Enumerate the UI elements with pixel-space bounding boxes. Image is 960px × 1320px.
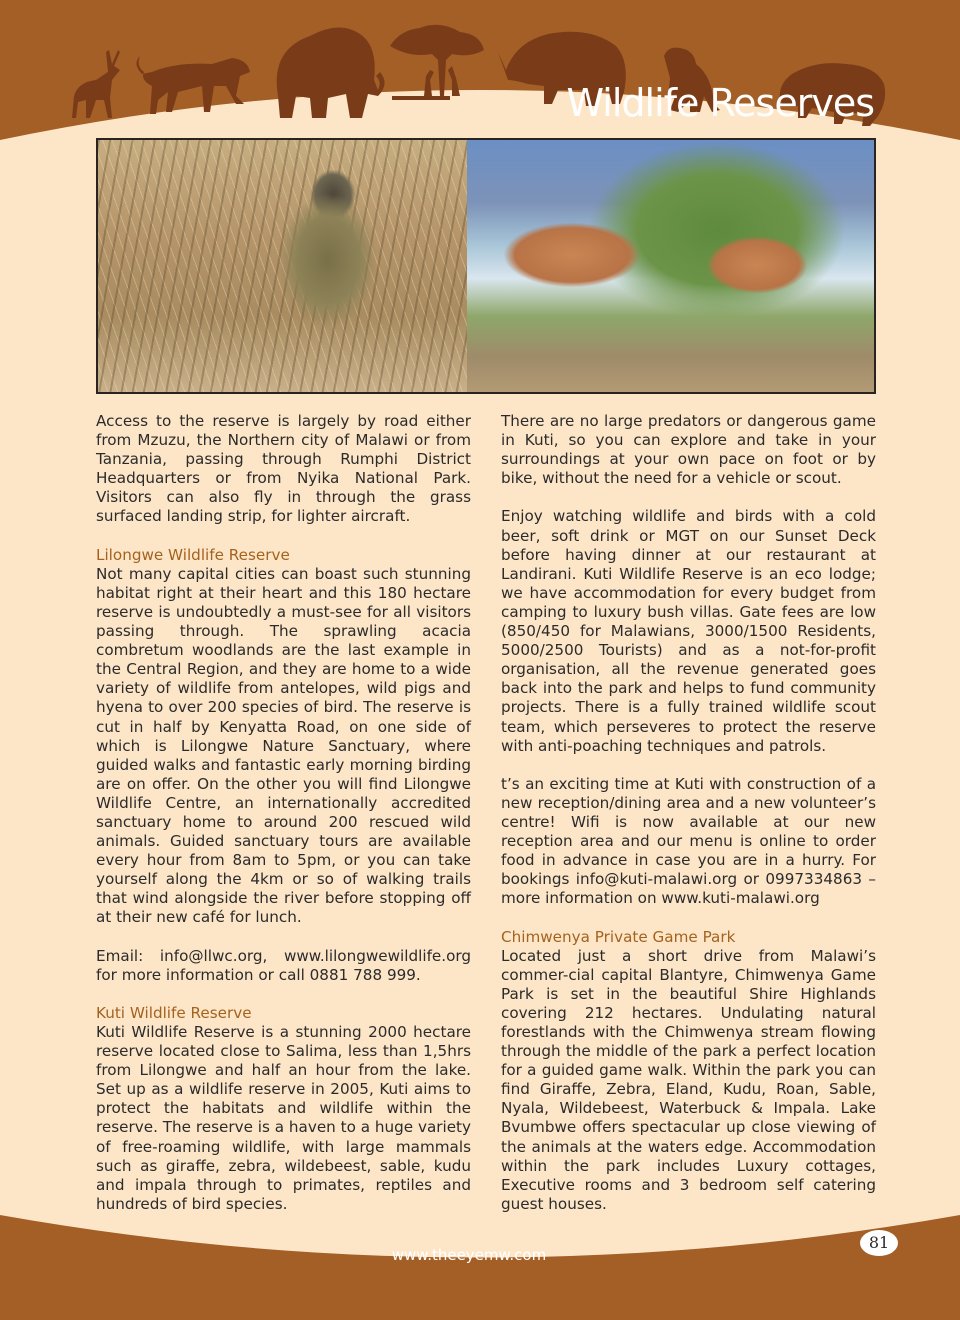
page-number-badge: 81: [860, 1230, 898, 1256]
chimwenya-paragraph: Located just a short drive from Malawi’s commer-cial capital Blantyre, Chimwenya Game Park is set in the beautiful Shire Highlands covering 212 hectares. Undulating natural forestlands with the Chimwenya stream flowing through the middle of the park a perfect location for a guided game walk. Within the park you can find Giraffe, Zebra, Eland, Kudu, Roan, Sable, Nyala, Wildebeest, Waterbuck & Impala. Lake Bvumbwe offers spectacular up close viewing of the animals at the waters edge. Accommodation within the park includes Luxury cottages, Executive rooms and 3 bedroom self catering guest houses.: [501, 946, 876, 1213]
lioness-icon: [136, 56, 250, 114]
right-column: [501, 412, 876, 1233]
kuti-paragraph: Kuti Wildlife Reserve is a stunning 2000 hectare reserve located close to Salima, less than 1,5hrs from Lilongwe and half an hour from the lake. Set up as a wildlife reserve in 2005, Kuti aims to protect the habitats and wildlife within the reserve. The reserve is a haven to a huge variety of free-roaming wildlife, with large mammals such as giraffe, zebra, wildebeest, sable, kudu and impala through to primates, reptiles and hundreds of bird species.: [96, 1023, 471, 1213]
kuti-heading: Kuti Wildlife Reserve: [96, 1003, 252, 1022]
kuti-paragraph-4: t’s an exciting time at Kuti with construction of a new reception/dining area and a new volunteer’s centre! Wifi is now available at our new reception area and our menu is online to order food in advance in case you are in a hurry. For bookings info@kuti-malawi.org or 0997334863 – more information on www.kuti-malawi.org: [501, 774, 876, 908]
footer-website: www.theeyemw.com: [391, 1246, 547, 1264]
kudu-photo: [467, 140, 874, 392]
page-title: Wildlife Reserves: [566, 81, 874, 126]
lilongwe-paragraph: Not many capital cities can boast such stunning habitat right at their heart and this 180 hectare reserve is undoubtedly a must-see for all visitors passing through. The sprawling acacia combretum woodlands are the last example in the Central Region, and they are home to a wide variety of wildlife from antelopes, wild pigs and hyena to over 200 species of bird. The reserve is cut in half by Kenyatta Road, on one side of which is Lilongwe Nature Sanctuary, where guided walks and fantastic early morning birding are on offer. On the other you will find Lilongwe Wildlife Centre, an internationally accredited sanctuary home to around 200 rescued wild animals. Guided sanctuary tours are available every hour from 8am to 5pm, or you can take yourself along the 4km or so of walking trails that wind alongside the river before stopping off at their new café for lunch.: [96, 564, 471, 927]
chimwenya-heading: Chimwenya Private Game Park: [501, 927, 736, 946]
lilongwe-heading: Lilongwe Wildlife Reserve: [96, 545, 290, 564]
baboon-photo: [98, 140, 467, 392]
elephant-icon: [277, 27, 385, 118]
kuti-paragraph-3: Enjoy watching wildlife and birds with a cold beer, soft drink or MGT on our Sunset Deck before having dinner at our restaurant at Landirani. Kuti Wildlife Reserve is an eco lodge; we have accommodation for every budget from camping to luxury bush villas. Gate fees are low (850/450 for Malawians, 3000/1500 Residents, 5000/2500 Tourists) and as a not-for-profit organisation, all the revenue generated goes back into the park and helps to fund community projects. There is a fully trained wildlife scout team, which perseveres to protect the reserve with anti-poaching techniques and patrols.: [501, 507, 876, 755]
lilongwe-contact: Email: info@llwc.org, www.lilongwewildlife.org for more information or call 0881 788 999.: [96, 946, 471, 984]
intro-paragraph: Access to the reserve is largely by road either from Mzuzu, the Northern city of Malawi or from Tanzania, passing through Rumphi District Headquarters or from Nyika National Park. Visitors can also fly in through the grass surfaced landing strip, for lighter aircraft.: [96, 412, 471, 526]
left-column: [96, 412, 471, 1233]
photo-strip: [96, 138, 876, 394]
impala-icon: [72, 50, 120, 118]
kuti-paragraph-2: There are no large predators or dangerous game in Kuti, so you can explore and take in your surroundings at your own pace on foot or by bike, without the need for a vehicle or scout.: [501, 412, 876, 488]
acacia-tree-giraffes-icon: [390, 25, 484, 100]
